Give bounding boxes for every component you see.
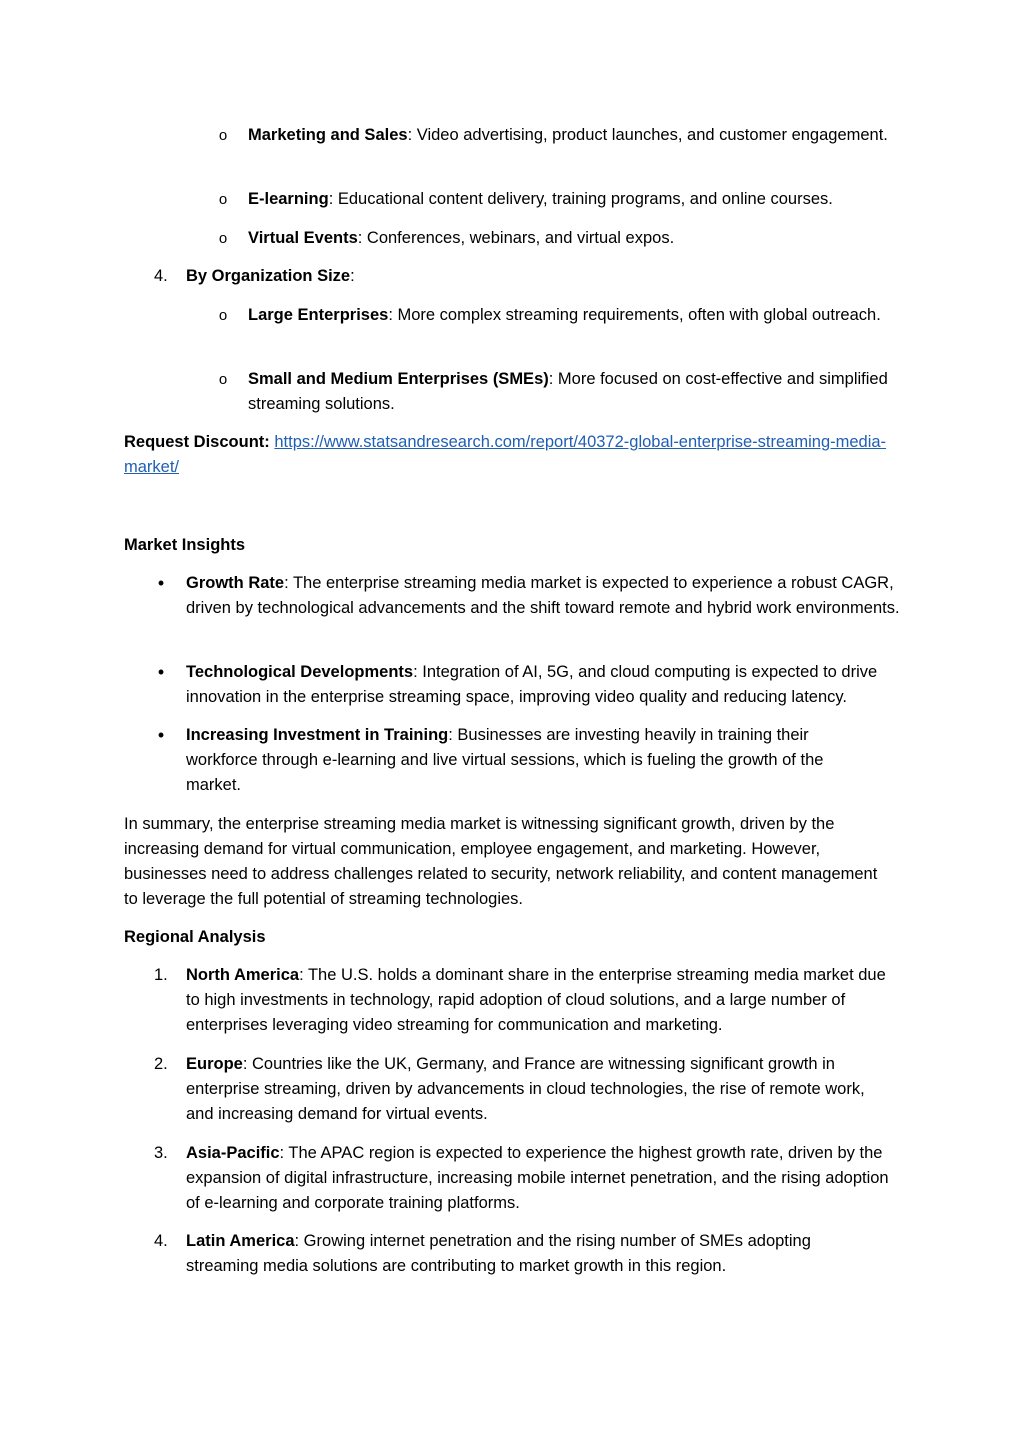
item-title: Virtual Events [248, 229, 358, 247]
list-number: 2. [154, 1055, 168, 1073]
section-heading-regional-analysis [124, 925, 904, 950]
list-item [218, 187, 898, 212]
item-text: : Countries like the UK, Germany, and France are witnessing significant growth in enterprise streaming, driven by advancements in cloud technologies, the rise of remote work, and increasing demand for virtual events. [186, 1055, 865, 1123]
list-item [218, 303, 898, 328]
item-text: : More focused on cost-effective and simplified streaming solutions. [248, 370, 888, 413]
list-item [157, 571, 901, 621]
sub-bullet-marker: o [218, 307, 228, 324]
item-title: Europe [186, 1055, 243, 1073]
heading-text: Market Insights [124, 536, 246, 554]
sub-bullet-marker: o [218, 127, 228, 144]
list-number: 3. [154, 1144, 168, 1162]
sub-bullet-marker: o [218, 371, 228, 388]
request-discount-link[interactable]: https://www.statsandresearch.com/report/40372-global-enterprise-streaming-media-market/ [124, 433, 887, 476]
list-item [154, 1141, 901, 1216]
sub-bullet-marker: o [218, 191, 228, 208]
request-discount-label: Request Discount: [124, 433, 270, 451]
bullet-marker: • [157, 725, 165, 745]
item-text: : The U.S. holds a dominant share in the enterprise streaming media market due to high investments in technology, rapid adoption of cloud solutions, and a large number of enterprises leveraging video streaming for communication and marketing. [186, 966, 886, 1034]
list-number: 4. [154, 1232, 168, 1250]
list-item [218, 226, 898, 251]
request-discount [124, 430, 894, 480]
item-title: Large Enterprises [248, 306, 389, 324]
bullet-marker: • [157, 662, 165, 682]
item-title: By Organization Size [186, 267, 351, 285]
item-text: : [350, 267, 355, 285]
item-text: : Integration of AI, 5G, and cloud computing is expected to drive innovation in the enterprise streaming space, improving video quality and reducing latency. [186, 663, 878, 706]
item-title: Asia-Pacific [186, 1144, 280, 1162]
item-text: : The APAC region is expected to experience the highest growth rate, driven by the expansion of digital infrastructure, increasing mobile internet penetration, and the rising adoption of e-learning and corporate training platforms. [186, 1144, 889, 1212]
list-item [218, 367, 898, 417]
item-text: : More complex streaming requirements, often with global outreach. [388, 306, 881, 324]
item-title: Small and Medium Enterprises (SMEs) [248, 370, 549, 388]
item-title: Marketing and Sales [248, 126, 408, 144]
item-title: Technological Developments [186, 663, 414, 681]
section-heading-market-insights [124, 533, 904, 558]
list-item [218, 123, 898, 148]
list-item [154, 1229, 866, 1279]
list-item [154, 963, 901, 1038]
item-title: E-learning [248, 190, 329, 208]
item-text: : Conferences, webinars, and virtual expos. [357, 229, 675, 247]
item-title: Increasing Investment in Training [186, 726, 449, 744]
bullet-marker: • [157, 573, 165, 593]
summary-paragraph: In summary, the enterprise streaming media market is witnessing significant growth, driven by the increasing demand for virtual communication, employee engagement, and marketing. However, businesses need to address challenges related to security, network reliability, and content management to leverage the full potential of streaming technologies. [124, 815, 878, 908]
item-text: : Businesses are investing heavily in training their workforce through e-learning and live virtual sessions, which is fueling the growth of the market. [186, 726, 824, 794]
list-item [157, 660, 901, 710]
item-text: : Video advertising, product launches, and customer engagement. [407, 126, 888, 144]
heading-text: Regional Analysis [124, 928, 266, 946]
item-title: North America [186, 966, 300, 984]
list-number: 4. [154, 267, 168, 285]
list-number: 1. [154, 966, 168, 984]
sub-bullet-marker: o [218, 230, 228, 247]
item-text: : Growing internet penetration and the rising number of SMEs adopting streaming media solutions are contributing to market growth in this region. [186, 1232, 811, 1275]
list-item-organization-size [154, 264, 901, 289]
item-title: Latin America [186, 1232, 295, 1250]
item-title: Growth Rate [186, 574, 285, 592]
list-item [157, 723, 876, 798]
list-item [154, 1052, 876, 1127]
item-text: : Educational content delivery, training programs, and online courses. [328, 190, 833, 208]
item-text: : The enterprise streaming media market is expected to experience a robust CAGR, driven by technological advancements and the shift toward remote and hybrid work environments. [186, 574, 900, 617]
